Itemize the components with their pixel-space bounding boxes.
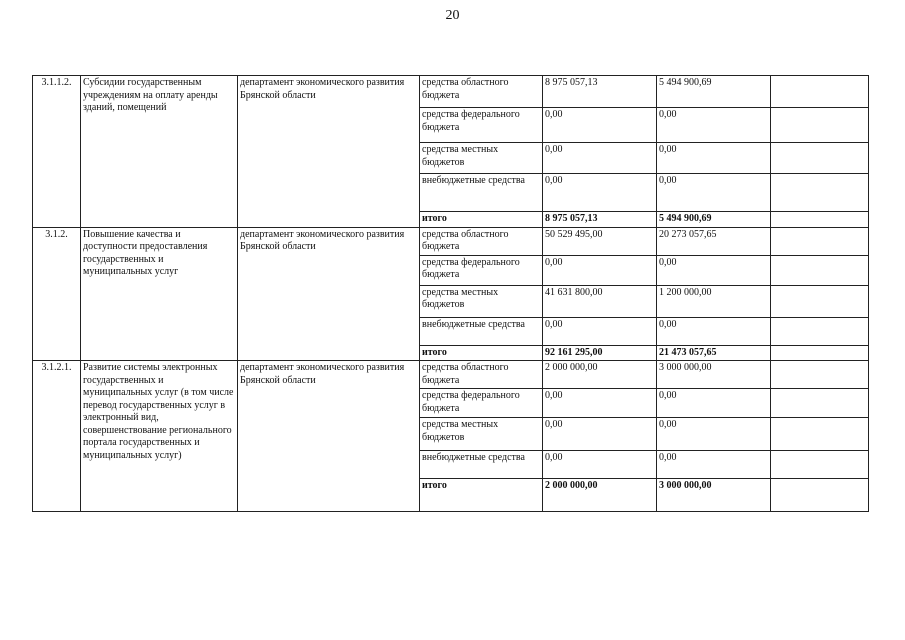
empty-cell xyxy=(771,361,869,389)
measure-name: Развитие системы электронных государственных и муниципальных услуг (в том числе перевод государственных услуг в электронный вид, совершенствование регионального портала государственных и муниципальных услуг) xyxy=(81,361,238,512)
amount-1: 2 000 000,00 xyxy=(543,361,657,389)
amount-1: 0,00 xyxy=(543,143,657,174)
amount-1: 0,00 xyxy=(543,451,657,479)
funding-source: средства областного бюджета xyxy=(420,76,543,108)
funding-source: внебюджетные средства xyxy=(420,174,543,212)
amount-2: 0,00 xyxy=(657,418,771,451)
amount-1: 50 529 495,00 xyxy=(543,227,657,255)
table-row xyxy=(33,76,869,108)
total-amount-1: 2 000 000,00 xyxy=(543,479,657,512)
amount-2: 0,00 xyxy=(657,451,771,479)
amount-2: 0,00 xyxy=(657,255,771,285)
total-amount-1: 92 161 295,00 xyxy=(543,345,657,361)
measure-name: Субсидии государственным учреждениям на оплату аренды зданий, помещений xyxy=(81,76,238,228)
funding-source: средства федерального бюджета xyxy=(420,389,543,418)
total-amount-1: 8 975 057,13 xyxy=(543,212,657,228)
total-label: итого xyxy=(420,212,543,228)
amount-2: 0,00 xyxy=(657,143,771,174)
amount-1: 0,00 xyxy=(543,317,657,345)
measure-executor: департамент экономического развития Брянской области xyxy=(238,227,420,361)
funding-source: средства местных бюджетов xyxy=(420,418,543,451)
budget-table xyxy=(32,75,869,512)
empty-cell xyxy=(771,479,869,512)
empty-cell xyxy=(771,143,869,174)
empty-cell xyxy=(771,345,869,361)
empty-cell xyxy=(771,389,869,418)
empty-cell xyxy=(771,255,869,285)
measure-code: 3.1.2. xyxy=(33,227,81,361)
measure-executor: департамент экономического развития Брянской области xyxy=(238,76,420,228)
amount-1: 0,00 xyxy=(543,255,657,285)
amount-2: 1 200 000,00 xyxy=(657,285,771,317)
empty-cell xyxy=(771,317,869,345)
total-amount-2: 5 494 900,69 xyxy=(657,212,771,228)
empty-cell xyxy=(771,76,869,108)
funding-source: средства федерального бюджета xyxy=(420,108,543,143)
empty-cell xyxy=(771,108,869,143)
amount-2: 3 000 000,00 xyxy=(657,361,771,389)
total-amount-2: 21 473 057,65 xyxy=(657,345,771,361)
total-label: итого xyxy=(420,479,543,512)
funding-source: средства федерального бюджета xyxy=(420,255,543,285)
empty-cell xyxy=(771,285,869,317)
funding-source: средства местных бюджетов xyxy=(420,285,543,317)
amount-1: 0,00 xyxy=(543,108,657,143)
empty-cell xyxy=(771,227,869,255)
amount-2: 0,00 xyxy=(657,108,771,143)
measure-code: 3.1.1.2. xyxy=(33,76,81,228)
amount-1: 8 975 057,13 xyxy=(543,76,657,108)
measure-executor: департамент экономического развития Брянской области xyxy=(238,361,420,512)
empty-cell xyxy=(771,451,869,479)
amount-1: 0,00 xyxy=(543,389,657,418)
funding-source: средства местных бюджетов xyxy=(420,143,543,174)
total-amount-2: 3 000 000,00 xyxy=(657,479,771,512)
amount-1: 41 631 800,00 xyxy=(543,285,657,317)
amount-2: 20 273 057,65 xyxy=(657,227,771,255)
funding-source: внебюджетные средства xyxy=(420,451,543,479)
funding-source: средства областного бюджета xyxy=(420,227,543,255)
measure-name: Повышение качества и доступности предоставления государственных и муниципальных услуг xyxy=(81,227,238,361)
funding-source: внебюджетные средства xyxy=(420,317,543,345)
page-number: 20 xyxy=(445,8,460,23)
amount-1: 0,00 xyxy=(543,174,657,212)
total-label: итого xyxy=(420,345,543,361)
amount-1: 0,00 xyxy=(543,418,657,451)
amount-2: 0,00 xyxy=(657,174,771,212)
amount-2: 0,00 xyxy=(657,317,771,345)
table-row xyxy=(33,227,869,255)
amount-2: 0,00 xyxy=(657,389,771,418)
empty-cell xyxy=(771,212,869,228)
table-row xyxy=(33,361,869,389)
amount-2: 5 494 900,69 xyxy=(657,76,771,108)
empty-cell xyxy=(771,174,869,212)
empty-cell xyxy=(771,418,869,451)
measure-code: 3.1.2.1. xyxy=(33,361,81,512)
funding-source: средства областного бюджета xyxy=(420,361,543,389)
